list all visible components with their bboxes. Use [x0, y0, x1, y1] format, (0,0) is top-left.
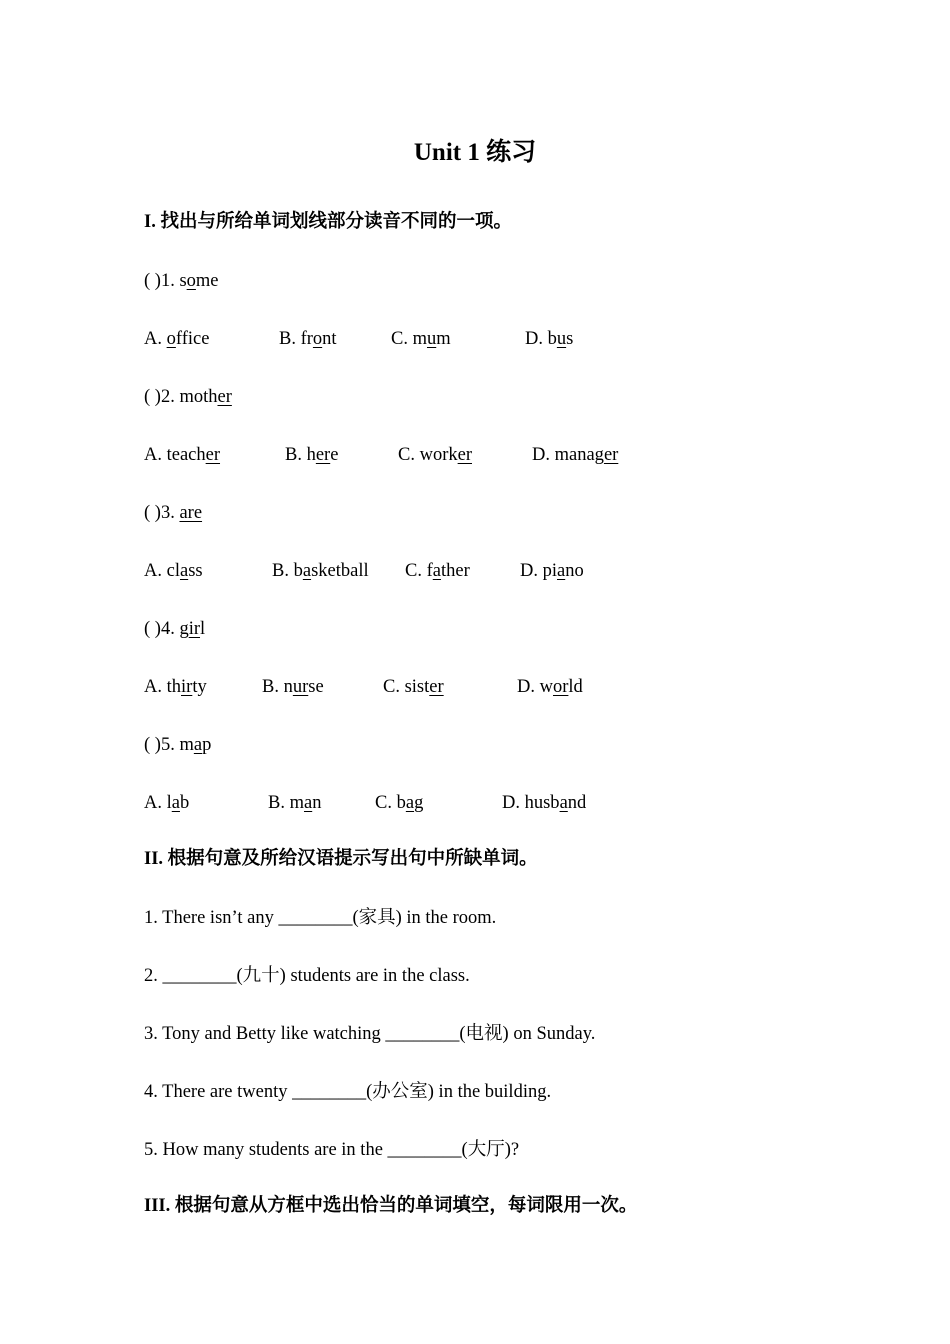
question-word: are — [179, 503, 203, 523]
question-5-option-c: C. bag — [375, 793, 424, 813]
question-2-option-b: B. here — [285, 445, 339, 465]
question-4-option-a: A. thirty — [144, 677, 207, 697]
question-number: ( )1. — [144, 271, 180, 291]
question-3-option-d: D. piano — [520, 561, 584, 581]
fill-in-item-1: 1. There isn’t any ________(家具) in the room. — [144, 908, 497, 928]
question-2 — [144, 385, 232, 409]
question-number: ( )2. — [144, 387, 180, 407]
question-1-option-b: B. front — [279, 329, 337, 349]
question-5-option-a: A. lab — [144, 793, 190, 813]
question-number: ( )3. — [144, 503, 180, 523]
question-4 — [144, 617, 205, 641]
fill-in-item-5: 5. How many students are in the ________(大厅)? — [144, 1140, 520, 1160]
question-3-option-b: B. basketball — [272, 561, 369, 581]
question-number: ( )4. — [144, 619, 180, 639]
question-1-option-c: C. mum — [391, 329, 451, 349]
question-4-option-d: D. world — [517, 677, 583, 697]
question-word: mother — [179, 387, 232, 407]
question-number: ( )5. — [144, 735, 180, 755]
fill-in-item-3: 3. Tony and Betty like watching ________(电视) on Sunday. — [144, 1024, 596, 1044]
question-1-option-a: A. office — [144, 329, 210, 349]
section-2-heading: II. 根据句意及所给汉语提示写出句中所缺单词。 — [144, 849, 538, 869]
question-2-option-a: A. teacher — [144, 445, 221, 465]
question-3-option-c: C. father — [405, 561, 470, 581]
question-4-option-b: B. nurse — [262, 677, 324, 697]
question-5 — [144, 733, 211, 757]
question-3-option-a: A. class — [144, 561, 203, 581]
question-4-option-c: C. sister — [383, 677, 444, 697]
question-1-option-d: D. bus — [525, 329, 574, 349]
question-word: some — [179, 271, 219, 291]
question-2-option-d: D. manager — [532, 445, 619, 465]
page-title: Unit 1 练习 — [413, 139, 537, 166]
fill-in-item-4: 4. There are twenty ________(办公室) in the building. — [144, 1082, 552, 1102]
question-5-option-d: D. husband — [502, 793, 587, 813]
question-5-option-b: B. man — [268, 793, 322, 813]
question-3 — [144, 501, 202, 525]
question-word: girl — [179, 619, 206, 639]
question-2-option-c: C. worker — [398, 445, 472, 465]
question-1 — [144, 269, 219, 293]
fill-in-item-2: 2. ________(九十) students are in the class. — [144, 966, 470, 986]
section-1-heading: I. 找出与所给单词划线部分读音不同的一项。 — [144, 212, 512, 232]
section-3-heading: III. 根据句意从方框中选出恰当的单词填空，每词限用一次。 — [144, 1196, 638, 1216]
question-word: map — [179, 735, 212, 755]
